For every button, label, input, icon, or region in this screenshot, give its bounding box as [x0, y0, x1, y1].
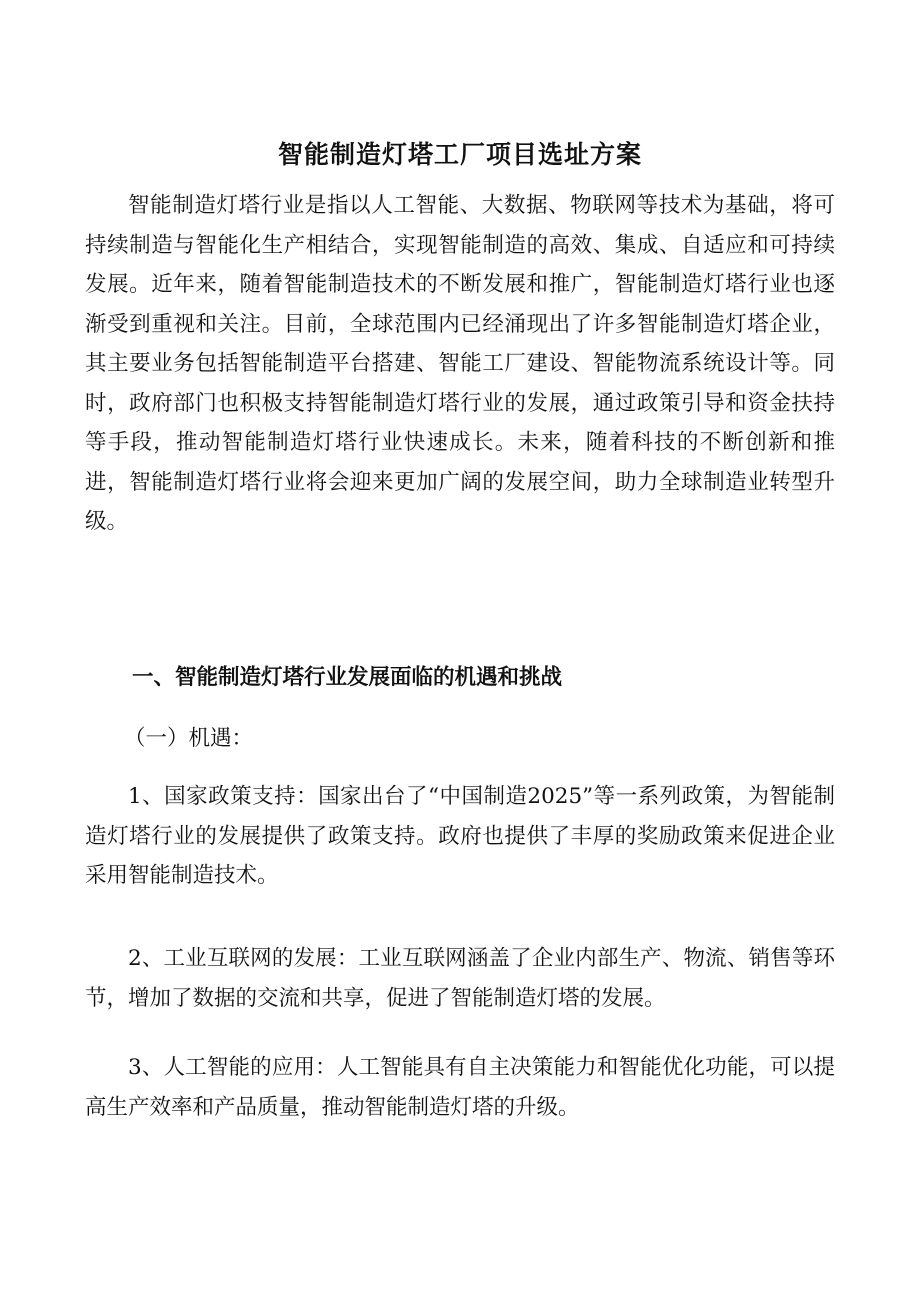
document-title: 智能制造灯塔工厂项目选址方案 [277, 139, 642, 169]
intro-paragraph: 智能制造灯塔行业是指以人工智能、大数据、物联网等技术为基础，将可持续制造与智能化生产相结合，实现智能制造的高效、集成、自适应和可持续发展。近年来，随着智能制造技术的不断发展和推广，智能制造灯塔行业也逐渐受到重视和关注。目前，全球范围内已经涌现出了许多智能制造灯塔企业，其主要业务包括智能制造平台搭建、智能工厂建设、智能物流系统设计等。同时，政府部门也积极支持智能制造灯塔行业的发展，通过政策引导和资金扶持等手段，推动智能制造灯塔行业快速成长。未来，随着科技的不断创新和推进，智能制造灯塔行业将会迎来更加广阔的发展空间，助力全球制造业转型升级。 [85, 193, 835, 534]
list-item-paragraph: 1、国家政策支持：国家出台了“中国制造2025”等一系列政策，为智能制造灯塔行业的发展提供了政策支持。政府也提供了丰厚的奖励政策来促进企业采用智能制造技术。 [85, 784, 835, 888]
list-item-paragraph: 2、工业互联网的发展：工业互联网涵盖了企业内部生产、物流、销售等环节，增加了数据的交流和共享，促进了智能制造灯塔的发展。 [85, 946, 835, 1011]
list-item-paragraph: 3、人工智能的应用：人工智能具有自主决策能力和智能优化功能，可以提高生产效率和产品质量，推动智能制造灯塔的升级。 [85, 1055, 835, 1120]
section-heading: 一、智能制造灯塔行业发展面临的机遇和挑战 [132, 665, 563, 690]
subsection-heading: （一）机遇： [124, 726, 254, 751]
